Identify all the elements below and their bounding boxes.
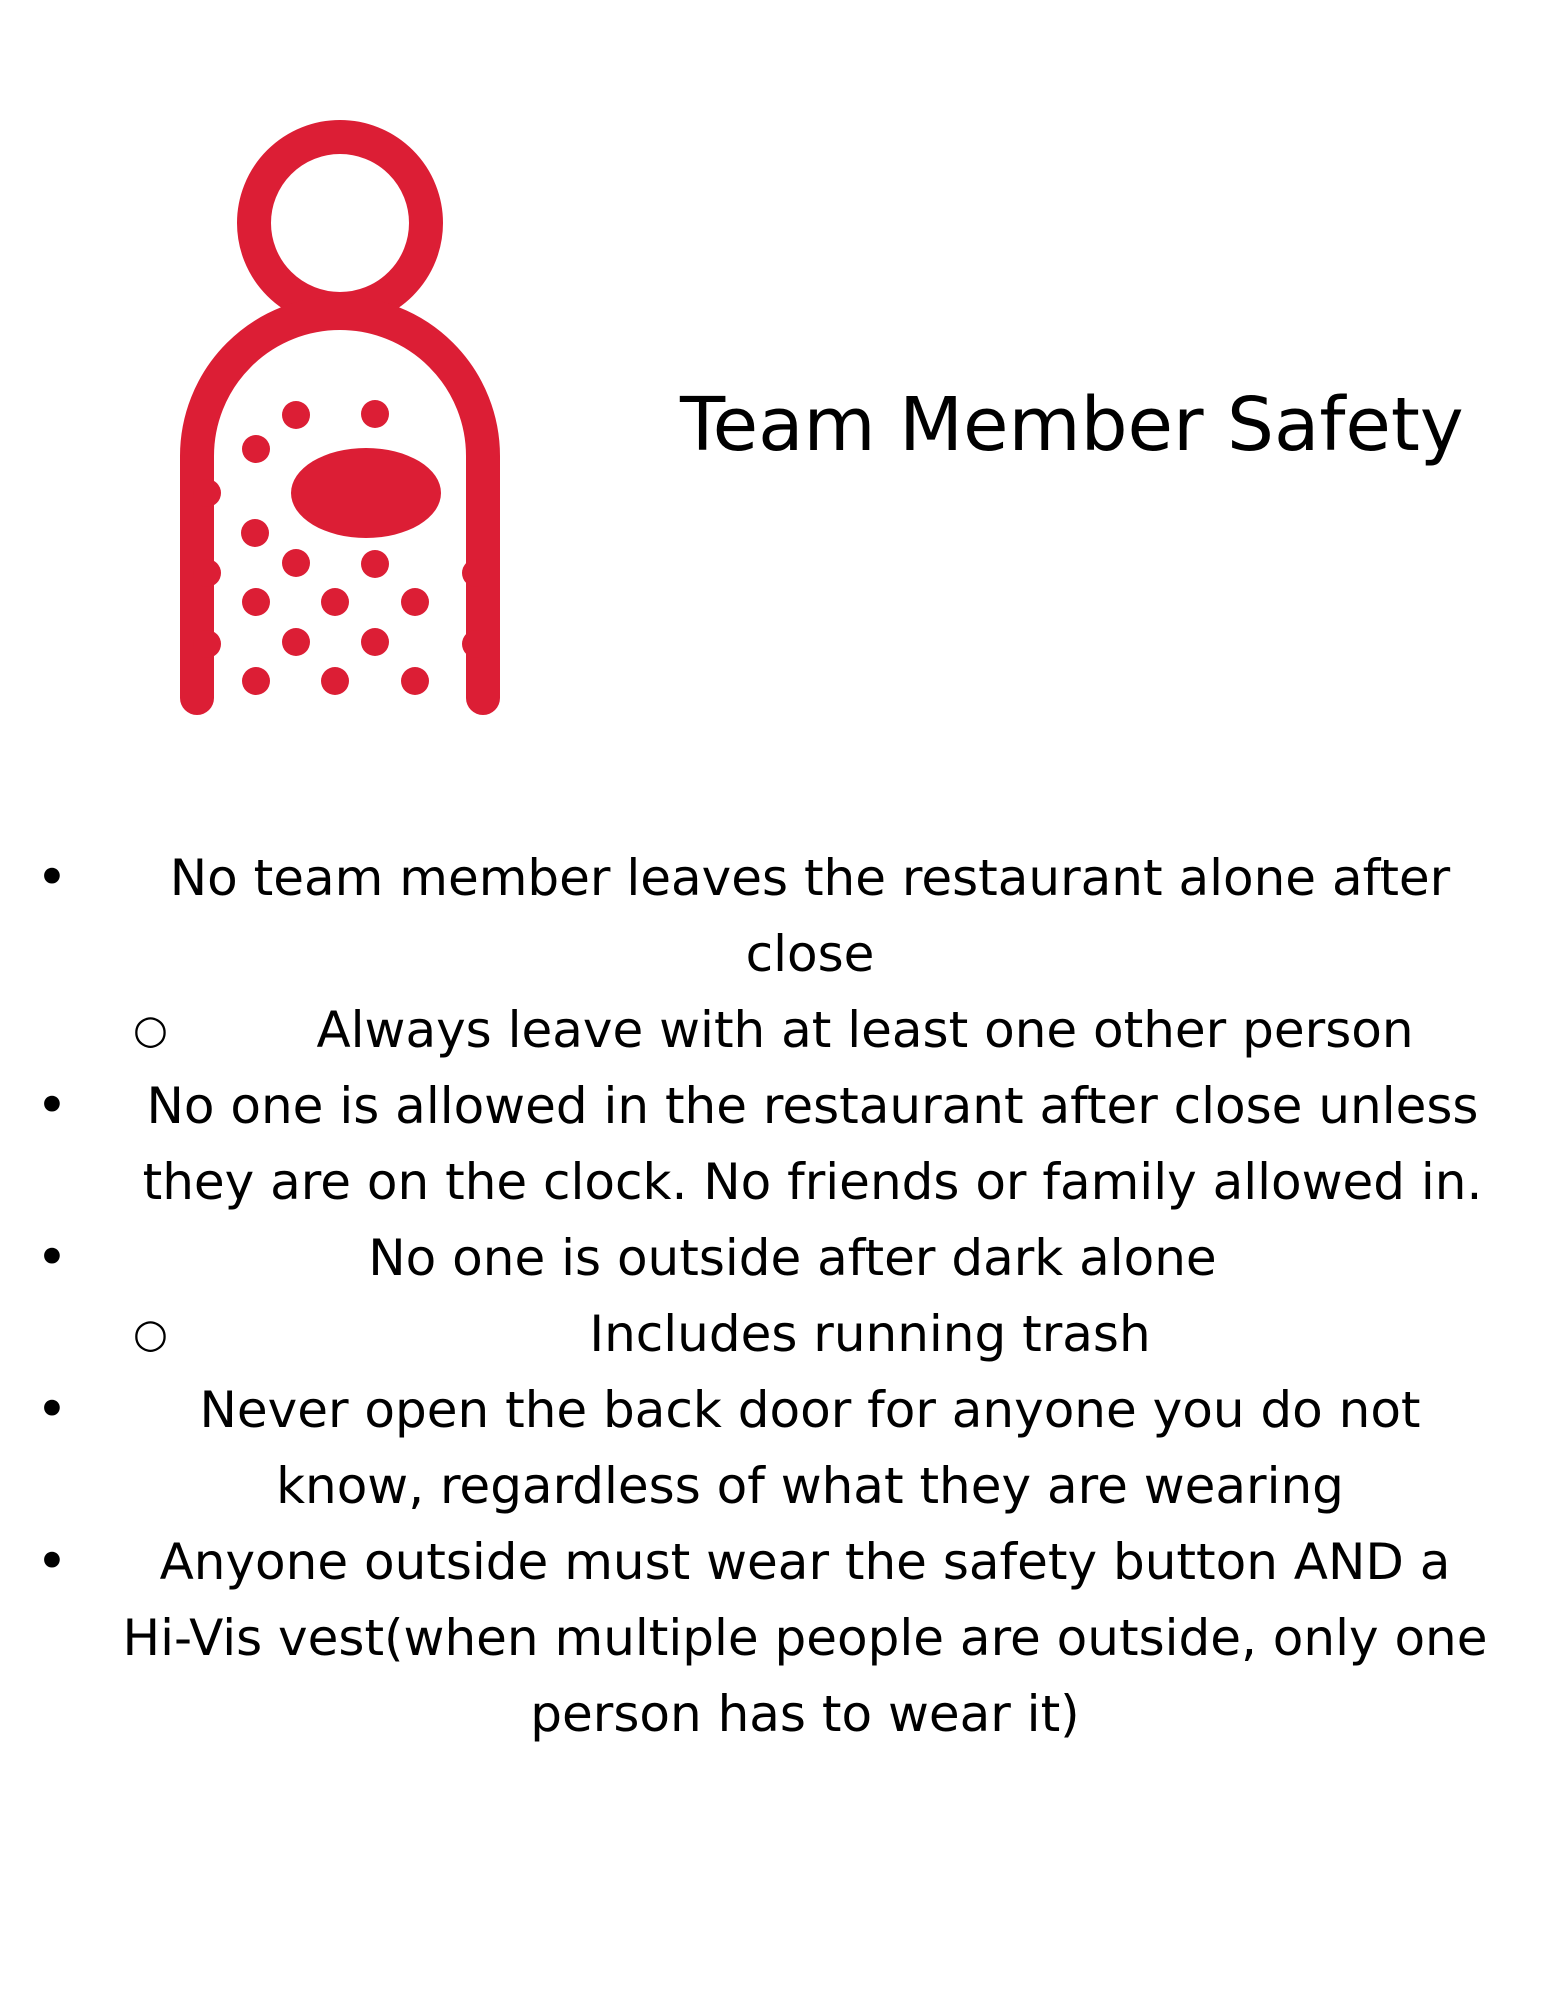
- safety-rules-list: [0, 840, 1545, 1752]
- rule-subitem: [0, 1296, 1545, 1372]
- person-polka-dots: [193, 400, 490, 695]
- rule-item: [0, 1068, 1545, 1220]
- rule-text: Anyone outside must wear the safety button AND a Hi-Vis vest(when multiple people are outside, only one person has to wear it): [122, 1533, 1488, 1743]
- person-chest-badge: [291, 448, 441, 538]
- sub-bullet-marker: ○: [133, 1007, 168, 1053]
- rule-text: No one is allowed in the restaurant after close unless they are on the clock. No friends or family allowed in.: [142, 1077, 1483, 1211]
- rule-item: [0, 840, 1545, 992]
- team-member-person-icon: [180, 115, 500, 730]
- person-head-ring: [254, 137, 426, 309]
- rule-text: No team member leaves the restaurant alone after close: [169, 849, 1451, 983]
- rule-text: No one is outside after dark alone: [368, 1229, 1217, 1287]
- rule-item: [0, 1220, 1545, 1296]
- rule-text: Never open the back door for anyone you do not know, regardless of what they are wearing: [199, 1381, 1421, 1515]
- rule-text: Always leave with at least one other person: [316, 1001, 1414, 1059]
- rule-item: [0, 1524, 1545, 1752]
- bullet-marker: •: [36, 1378, 68, 1441]
- sub-bullet-marker: ○: [133, 1311, 168, 1357]
- rule-item: [0, 1372, 1545, 1524]
- rule-subitem: [0, 992, 1545, 1068]
- bullet-marker: •: [36, 1226, 68, 1289]
- bullet-marker: •: [36, 1530, 68, 1593]
- bullet-marker: •: [36, 1074, 68, 1137]
- person-icon-svg: [180, 115, 500, 730]
- rule-text: Includes running trash: [589, 1305, 1151, 1363]
- bullet-marker: •: [36, 846, 68, 909]
- page-title: Team Member Safety: [680, 382, 1464, 468]
